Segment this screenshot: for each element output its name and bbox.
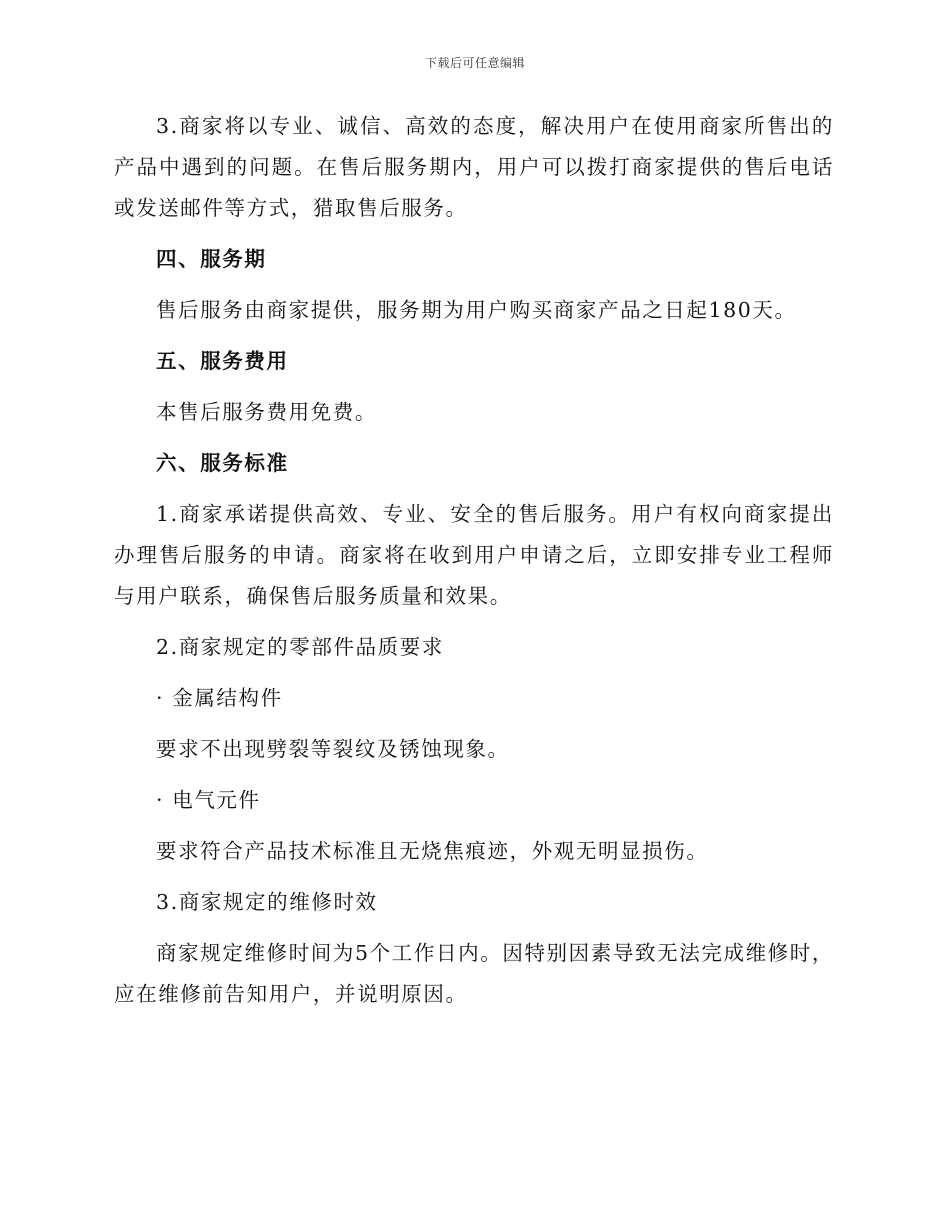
- paragraph-service-period: 售后服务由商家提供，服务期为用户购买商家产品之日起180天。: [156, 298, 797, 322]
- paragraph-standard-3: 3.商家规定的维修时效: [156, 890, 378, 914]
- section-heading-service-standard: 六、服务标准: [156, 451, 289, 475]
- section-heading-service-fee: 五、服务费用: [156, 349, 289, 373]
- paragraph-service-fee: 本售后服务费用免费。: [156, 400, 377, 424]
- document-body: [114, 106, 834, 1025]
- list-item-electrical-parts: · 电气元件: [156, 788, 261, 812]
- paragraph-standard-1: 1.商家承诺提供高效、专业、安全的售后服务。用户有权向商家提出办理售后服务的申请。商家将在收到用户申请之后，立即安排专业工程师与用户联系，确保售后服务质量和效果。: [114, 502, 834, 608]
- paragraph-metal-parts-requirement: 要求不出现劈裂等裂纹及锈蚀现象。: [156, 737, 510, 761]
- paragraph-electrical-parts-requirement: 要求符合产品技术标准且无烧焦痕迹，外观无明显损伤。: [156, 839, 709, 863]
- paragraph-standard-2: 2.商家规定的零部件品质要求: [156, 635, 444, 659]
- page-header: 下载后可任意编辑: [424, 56, 525, 70]
- paragraph-repair-time: 商家规定维修时间为5个工作日内。因特别因素导致无法完成维修时，应在维修前告知用户，并说明原因。: [114, 941, 834, 1006]
- list-item-metal-parts: · 金属结构件: [156, 686, 283, 710]
- section-heading-service-period: 四、服务期: [156, 247, 267, 271]
- paragraph-merchant-commitment: 3.商家将以专业、诚信、高效的态度，解决用户在使用商家所售出的产品中遇到的问题。在售后服务期内，用户可以拨打商家提供的售后电话或发送邮件等方式，猎取售后服务。: [114, 114, 834, 220]
